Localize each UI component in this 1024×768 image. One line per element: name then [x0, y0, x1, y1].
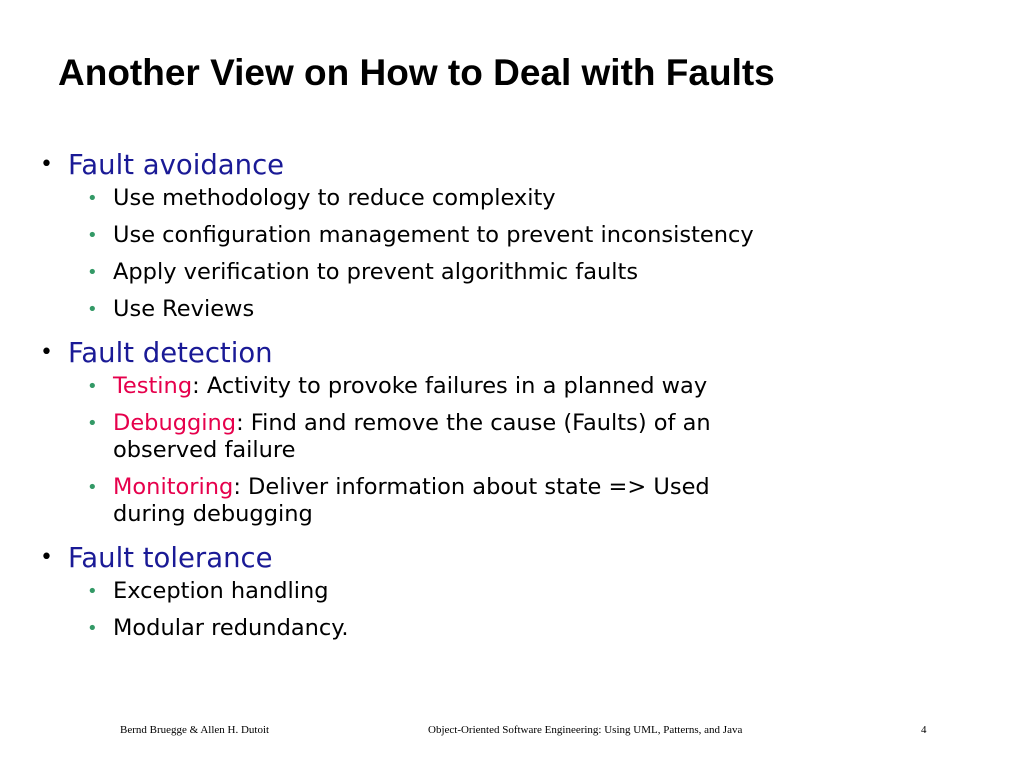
bullet-content [40, 145, 1000, 652]
item-text: Use configuration management to prevent inconsistency [113, 222, 754, 248]
list-item [40, 474, 1000, 528]
list-item [40, 259, 1000, 286]
bullet-dot-icon: • [40, 545, 53, 570]
section-heading: Fault avoidance [68, 149, 285, 181]
section-heading: Fault tolerance [68, 542, 273, 574]
list-item [40, 615, 1000, 642]
list-item [40, 578, 1000, 605]
term-monitoring: Monitoring [113, 474, 234, 500]
bullet-dot-icon: • [87, 299, 98, 320]
item-text-continued: observed failure [113, 437, 296, 463]
bullet-dot-icon: • [40, 152, 53, 177]
item-text: Modular redundancy. [113, 615, 349, 641]
list-item [40, 296, 1000, 323]
list-item [40, 373, 1000, 400]
term-testing: Testing [113, 373, 193, 399]
item-text: Exception handling [113, 578, 329, 604]
list-item [40, 222, 1000, 249]
bullet-dot-icon: • [87, 581, 98, 602]
section-fault-detection [40, 333, 1000, 528]
bullet-dot-icon: • [40, 340, 53, 365]
bullet-fault-detection [40, 333, 1000, 373]
section-fault-avoidance [40, 145, 1000, 323]
footer-book-title: Object-Oriented Software Engineering: Using UML, Patterns, and Java [428, 724, 743, 736]
footer-page-number: 4 [921, 724, 927, 736]
term-debugging: Debugging [113, 410, 237, 436]
item-text: : Activity to provoke failures in a planned way [192, 373, 708, 399]
section-heading: Fault detection [68, 337, 273, 369]
sub-list [40, 578, 1000, 642]
bullet-dot-icon: • [87, 477, 98, 498]
sub-list [40, 185, 1000, 323]
footer-authors: Bernd Bruegge & Allen H. Dutoit [120, 724, 270, 736]
item-text: : Deliver information about state => Used [233, 474, 710, 500]
slide-title: Another View on How to Deal with Faults [58, 52, 775, 93]
bullet-dot-icon: • [87, 262, 98, 283]
item-text-continued: during debugging [113, 501, 313, 527]
bullet-dot-icon: • [87, 413, 98, 434]
bullet-fault-tolerance [40, 538, 1000, 578]
item-text: : Find and remove the cause (Faults) of an [236, 410, 711, 436]
bullet-dot-icon: • [87, 618, 98, 639]
bullet-dot-icon: • [87, 376, 98, 397]
bullet-fault-avoidance [40, 145, 1000, 185]
sub-list [40, 373, 1000, 528]
list-item [40, 185, 1000, 212]
item-text: Apply verification to prevent algorithmic faults [113, 259, 639, 285]
bullet-dot-icon: • [87, 188, 98, 209]
section-fault-tolerance [40, 538, 1000, 642]
bullet-dot-icon: • [87, 225, 98, 246]
list-item [40, 410, 1000, 464]
item-text: Use Reviews [113, 296, 255, 322]
item-text: Use methodology to reduce complexity [113, 185, 556, 211]
